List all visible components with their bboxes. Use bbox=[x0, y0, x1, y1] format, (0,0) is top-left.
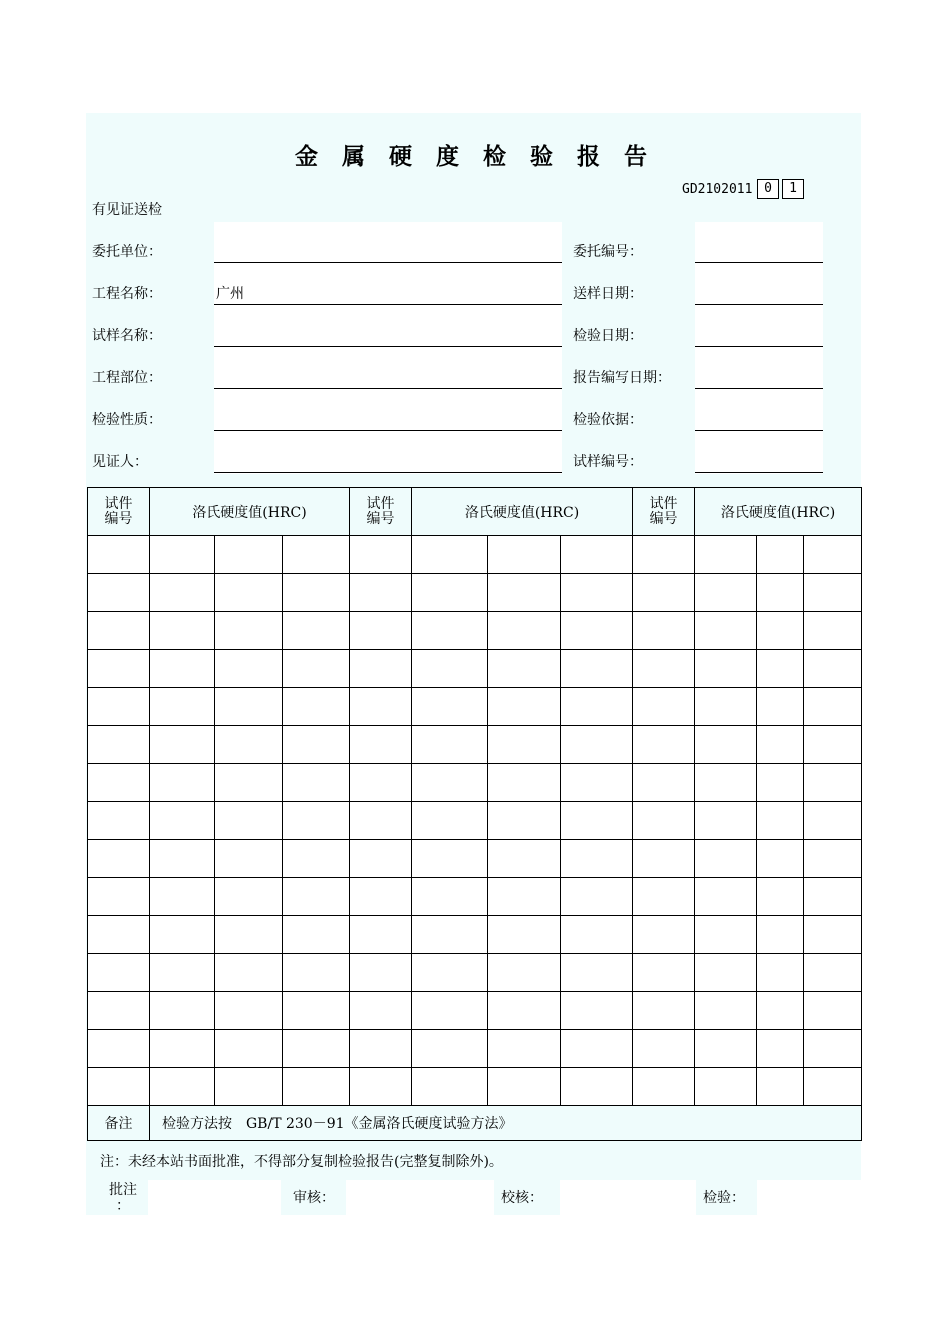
hardness-value-cell[interactable] bbox=[561, 878, 633, 916]
hardness-header-2: 洛氏硬度值(HRC) bbox=[412, 488, 633, 536]
hardness-value-cell[interactable] bbox=[561, 536, 633, 574]
report-date-label: 报告编写日期： bbox=[573, 370, 671, 386]
hardness-value-cell[interactable] bbox=[695, 1068, 757, 1106]
hardness-value-cell[interactable] bbox=[412, 574, 488, 612]
remark-text: 检验方法按 GB/T 230－91《金属洛氏硬度试验方法》 bbox=[150, 1106, 862, 1141]
table-header-row bbox=[88, 488, 862, 536]
hardness-value-cell[interactable] bbox=[757, 840, 804, 878]
sample-no-cell[interactable] bbox=[88, 878, 150, 916]
check-sign-field[interactable] bbox=[560, 1180, 696, 1216]
sample-no-cell[interactable] bbox=[350, 650, 412, 688]
hardness-value-cell[interactable] bbox=[488, 840, 561, 878]
sample-no-header-1 bbox=[88, 488, 150, 536]
inspect-label: 检验： bbox=[703, 1190, 745, 1206]
table-row bbox=[88, 650, 862, 688]
hardness-value-cell[interactable] bbox=[215, 688, 283, 726]
hardness-value-cell[interactable] bbox=[150, 878, 215, 916]
hardness-value-cell[interactable] bbox=[283, 726, 350, 764]
sample-no-cell[interactable] bbox=[88, 574, 150, 612]
hardness-value-cell[interactable] bbox=[561, 650, 633, 688]
inspection-date-label: 检验日期： bbox=[573, 328, 643, 344]
hardness-value-cell[interactable] bbox=[488, 574, 561, 612]
hardness-value-cell[interactable] bbox=[695, 840, 757, 878]
hardness-value-cell[interactable] bbox=[757, 916, 804, 954]
hardness-value-cell[interactable] bbox=[283, 954, 350, 992]
sample-no-cell[interactable] bbox=[633, 1068, 695, 1106]
table-row bbox=[88, 612, 862, 650]
hardness-value-cell[interactable] bbox=[695, 992, 757, 1030]
table-row bbox=[88, 878, 862, 916]
remark-label: 备注 bbox=[88, 1106, 150, 1141]
hardness-value-cell[interactable] bbox=[283, 574, 350, 612]
sample-no-cell[interactable] bbox=[633, 764, 695, 802]
hardness-value-cell[interactable] bbox=[412, 1068, 488, 1106]
project-name-label: 工程名称： bbox=[92, 286, 162, 302]
hardness-value-cell[interactable] bbox=[283, 764, 350, 802]
hardness-value-cell[interactable] bbox=[215, 574, 283, 612]
hardness-value-cell[interactable] bbox=[804, 612, 862, 650]
sample-no-cell[interactable] bbox=[633, 574, 695, 612]
table-row bbox=[88, 916, 862, 954]
witness-label: 见证人： bbox=[92, 454, 148, 470]
hardness-value-cell[interactable] bbox=[215, 802, 283, 840]
hardness-value-cell[interactable] bbox=[561, 726, 633, 764]
hardness-value-cell[interactable] bbox=[561, 764, 633, 802]
commission-no-underline bbox=[695, 262, 823, 263]
hardness-value-cell[interactable] bbox=[412, 650, 488, 688]
hardness-value-cell[interactable] bbox=[561, 840, 633, 878]
check-label: 校核： bbox=[501, 1190, 543, 1206]
hardness-value-cell[interactable] bbox=[804, 954, 862, 992]
hardness-value-cell[interactable] bbox=[757, 802, 804, 840]
hardness-value-cell[interactable] bbox=[150, 1068, 215, 1106]
approve-label bbox=[108, 1182, 138, 1214]
hardness-value-cell[interactable] bbox=[412, 536, 488, 574]
hardness-value-cell[interactable] bbox=[412, 916, 488, 954]
doc-code-box-1: 0 bbox=[757, 179, 779, 199]
hardness-value-cell[interactable] bbox=[757, 764, 804, 802]
hardness-value-cell[interactable] bbox=[488, 916, 561, 954]
hardness-value-cell[interactable] bbox=[561, 802, 633, 840]
hardness-value-cell[interactable] bbox=[488, 992, 561, 1030]
hardness-value-cell[interactable] bbox=[150, 840, 215, 878]
hardness-value-cell[interactable] bbox=[757, 650, 804, 688]
hardness-value-cell[interactable] bbox=[561, 574, 633, 612]
approve-label-line2: ： bbox=[116, 1198, 130, 1214]
hardness-value-cell[interactable] bbox=[150, 954, 215, 992]
sample-no-cell[interactable] bbox=[350, 1030, 412, 1068]
delivery-date-label: 送样日期： bbox=[573, 286, 643, 302]
hardness-value-cell[interactable] bbox=[757, 688, 804, 726]
sample-no-cell[interactable] bbox=[350, 764, 412, 802]
hardness-value-cell[interactable] bbox=[283, 1030, 350, 1068]
hardness-value-cell[interactable] bbox=[150, 992, 215, 1030]
hardness-value-cell[interactable] bbox=[150, 536, 215, 574]
sample-no-cell[interactable] bbox=[88, 650, 150, 688]
table-row bbox=[88, 726, 862, 764]
hardness-value-cell[interactable] bbox=[150, 916, 215, 954]
hardness-value-cell[interactable] bbox=[488, 612, 561, 650]
hardness-value-cell[interactable] bbox=[488, 650, 561, 688]
sample-no-label: 试样编号： bbox=[573, 454, 643, 470]
hardness-value-cell[interactable] bbox=[488, 688, 561, 726]
hardness-value-cell[interactable] bbox=[695, 574, 757, 612]
hardness-value-cell[interactable] bbox=[488, 1068, 561, 1106]
hardness-value-cell[interactable] bbox=[215, 878, 283, 916]
sample-no-cell[interactable] bbox=[633, 612, 695, 650]
hardness-value-cell[interactable] bbox=[757, 878, 804, 916]
sample-name-label: 试样名称： bbox=[92, 328, 162, 344]
hardness-header-1: 洛氏硬度值(HRC) bbox=[150, 488, 350, 536]
hardness-value-cell[interactable] bbox=[215, 726, 283, 764]
hardness-value-cell[interactable] bbox=[215, 764, 283, 802]
sample-no-header-line2: 编号 bbox=[104, 510, 133, 527]
table-row bbox=[88, 992, 862, 1030]
table-row bbox=[88, 1030, 862, 1068]
hardness-value-cell[interactable] bbox=[804, 574, 862, 612]
sample-no-cell[interactable] bbox=[350, 1068, 412, 1106]
hardness-value-cell[interactable] bbox=[804, 802, 862, 840]
hardness-value-cell[interactable] bbox=[695, 650, 757, 688]
sample-no-cell[interactable] bbox=[633, 916, 695, 954]
report-date-underline bbox=[695, 388, 823, 389]
document-code: GD2102011 bbox=[682, 182, 753, 197]
sample-no-cell[interactable] bbox=[633, 992, 695, 1030]
hardness-value-cell[interactable] bbox=[804, 650, 862, 688]
hardness-header-3: 洛氏硬度值(HRC) bbox=[695, 488, 862, 536]
hardness-value-cell[interactable] bbox=[561, 992, 633, 1030]
approve-sign-field[interactable] bbox=[148, 1180, 281, 1216]
commission-no-label: 委托编号： bbox=[573, 244, 643, 260]
hardness-value-cell[interactable] bbox=[412, 802, 488, 840]
hardness-value-cell[interactable] bbox=[215, 992, 283, 1030]
sample-no-cell[interactable] bbox=[633, 688, 695, 726]
doc-code-box-2: 1 bbox=[782, 179, 804, 199]
sample-no-cell[interactable] bbox=[350, 726, 412, 764]
hardness-value-cell[interactable] bbox=[561, 916, 633, 954]
sample-no-cell[interactable] bbox=[350, 688, 412, 726]
sample-no-cell[interactable] bbox=[88, 954, 150, 992]
review-sign-field[interactable] bbox=[346, 1180, 494, 1216]
table-body bbox=[88, 536, 862, 1106]
inspection-nature-underline bbox=[214, 430, 562, 431]
sample-no-cell[interactable] bbox=[88, 612, 150, 650]
project-name-underline bbox=[214, 304, 562, 305]
hardness-value-cell[interactable] bbox=[412, 726, 488, 764]
sample-no-cell[interactable] bbox=[88, 1068, 150, 1106]
approve-label-line1: 批注 bbox=[109, 1182, 137, 1198]
hardness-value-cell[interactable] bbox=[215, 1068, 283, 1106]
hardness-value-cell[interactable] bbox=[412, 878, 488, 916]
inspection-basis-underline bbox=[695, 430, 823, 431]
hardness-value-cell[interactable] bbox=[757, 954, 804, 992]
remark-row bbox=[88, 1106, 862, 1141]
hardness-value-cell[interactable] bbox=[804, 764, 862, 802]
hardness-value-cell[interactable] bbox=[695, 878, 757, 916]
hardness-value-cell[interactable] bbox=[150, 612, 215, 650]
sample-no-header-2 bbox=[350, 488, 412, 536]
sample-no-cell[interactable] bbox=[88, 840, 150, 878]
delivery-date-underline bbox=[695, 304, 823, 305]
hardness-value-cell[interactable] bbox=[695, 726, 757, 764]
hardness-value-cell[interactable] bbox=[215, 612, 283, 650]
sample-no-cell[interactable] bbox=[633, 802, 695, 840]
sample-no-cell[interactable] bbox=[350, 992, 412, 1030]
hardness-value-cell[interactable] bbox=[695, 954, 757, 992]
sample-no-header-3 bbox=[633, 488, 695, 536]
hardness-value-cell[interactable] bbox=[283, 916, 350, 954]
hardness-value-cell[interactable] bbox=[412, 764, 488, 802]
sample-no-cell[interactable] bbox=[88, 726, 150, 764]
hardness-value-cell[interactable] bbox=[757, 992, 804, 1030]
hardness-value-cell[interactable] bbox=[215, 1030, 283, 1068]
sample-no-cell[interactable] bbox=[633, 536, 695, 574]
hardness-value-cell[interactable] bbox=[412, 1030, 488, 1068]
hardness-value-cell[interactable] bbox=[695, 916, 757, 954]
table-row bbox=[88, 764, 862, 802]
hardness-value-cell[interactable] bbox=[412, 840, 488, 878]
hardness-value-cell[interactable] bbox=[561, 612, 633, 650]
hardness-value-cell[interactable] bbox=[804, 536, 862, 574]
sample-no-cell[interactable] bbox=[88, 802, 150, 840]
table-row bbox=[88, 688, 862, 726]
hardness-value-cell[interactable] bbox=[283, 878, 350, 916]
hardness-value-cell[interactable] bbox=[561, 954, 633, 992]
sample-no-cell[interactable] bbox=[88, 764, 150, 802]
copy-restriction-note: 注：未经本站书面批准，不得部分复制检验报告(完整复制除外)。 bbox=[100, 1154, 503, 1170]
hardness-value-cell[interactable] bbox=[283, 1068, 350, 1106]
hardness-value-cell[interactable] bbox=[150, 764, 215, 802]
sample-no-cell[interactable] bbox=[350, 954, 412, 992]
hardness-value-cell[interactable] bbox=[488, 802, 561, 840]
hardness-value-cell[interactable] bbox=[215, 916, 283, 954]
hardness-value-cell[interactable] bbox=[488, 536, 561, 574]
report-title: 金 属 硬 度 检 验 报 告 bbox=[294, 143, 656, 170]
table-row bbox=[88, 574, 862, 612]
hardness-value-cell[interactable] bbox=[488, 954, 561, 992]
hardness-value-cell[interactable] bbox=[283, 840, 350, 878]
hardness-value-cell[interactable] bbox=[804, 916, 862, 954]
hardness-value-cell[interactable] bbox=[283, 650, 350, 688]
hardness-value-cell[interactable] bbox=[150, 1030, 215, 1068]
sample-no-cell[interactable] bbox=[88, 992, 150, 1030]
sample-no-cell[interactable] bbox=[350, 574, 412, 612]
hardness-value-cell[interactable] bbox=[150, 650, 215, 688]
project-part-underline bbox=[214, 388, 562, 389]
hardness-value-cell[interactable] bbox=[215, 840, 283, 878]
hardness-value-cell[interactable] bbox=[412, 954, 488, 992]
hardness-value-cell[interactable] bbox=[804, 992, 862, 1030]
sample-no-header-line2: 编号 bbox=[366, 510, 395, 527]
sample-no-cell[interactable] bbox=[88, 536, 150, 574]
project-part-label: 工程部位： bbox=[92, 370, 162, 386]
client-unit-underline bbox=[214, 262, 562, 263]
sample-no-cell[interactable] bbox=[633, 726, 695, 764]
hardness-value-cell[interactable] bbox=[215, 954, 283, 992]
hardness-value-cell[interactable] bbox=[412, 688, 488, 726]
sample-no-cell[interactable] bbox=[88, 916, 150, 954]
hardness-value-cell[interactable] bbox=[215, 650, 283, 688]
hardness-value-cell[interactable] bbox=[561, 1068, 633, 1106]
witness-underline bbox=[214, 472, 562, 473]
hardness-value-cell[interactable] bbox=[488, 1030, 561, 1068]
sample-no-cell[interactable] bbox=[633, 650, 695, 688]
hardness-value-cell[interactable] bbox=[283, 802, 350, 840]
sample-no-cell[interactable] bbox=[633, 840, 695, 878]
sample-no-underline bbox=[695, 472, 823, 473]
table-row bbox=[88, 840, 862, 878]
inspection-basis-label: 检验依据： bbox=[573, 412, 643, 428]
hardness-value-cell[interactable] bbox=[804, 840, 862, 878]
hardness-value-cell[interactable] bbox=[757, 1030, 804, 1068]
sample-no-header-line1: 试件 bbox=[366, 495, 395, 512]
hardness-value-cell[interactable] bbox=[488, 764, 561, 802]
hardness-value-cell[interactable] bbox=[561, 688, 633, 726]
hardness-value-cell[interactable] bbox=[488, 726, 561, 764]
client-unit-label: 委托单位： bbox=[92, 244, 162, 260]
sample-no-header-line2: 编号 bbox=[649, 510, 678, 527]
right-fields-background bbox=[695, 222, 823, 474]
table-row bbox=[88, 1068, 862, 1106]
sample-no-cell[interactable] bbox=[88, 1030, 150, 1068]
hardness-value-cell[interactable] bbox=[150, 574, 215, 612]
table-row bbox=[88, 802, 862, 840]
inspect-sign-field[interactable] bbox=[757, 1180, 861, 1216]
sample-no-header-line1: 试件 bbox=[104, 495, 133, 512]
hardness-value-cell[interactable] bbox=[804, 1068, 862, 1106]
sample-no-cell[interactable] bbox=[350, 840, 412, 878]
hardness-value-cell[interactable] bbox=[757, 726, 804, 764]
hardness-value-cell[interactable] bbox=[695, 1030, 757, 1068]
hardness-value-cell[interactable] bbox=[757, 574, 804, 612]
hardness-value-cell[interactable] bbox=[150, 688, 215, 726]
table-row bbox=[88, 954, 862, 992]
hardness-value-cell[interactable] bbox=[695, 688, 757, 726]
hardness-value-cell[interactable] bbox=[695, 764, 757, 802]
hardness-table bbox=[87, 487, 862, 1141]
sample-no-cell[interactable] bbox=[350, 878, 412, 916]
sample-no-cell[interactable] bbox=[88, 688, 150, 726]
hardness-value-cell[interactable] bbox=[283, 612, 350, 650]
sample-no-header-line1: 试件 bbox=[649, 495, 678, 512]
hardness-value-cell[interactable] bbox=[412, 612, 488, 650]
sample-no-cell[interactable] bbox=[633, 878, 695, 916]
review-label: 审核： bbox=[293, 1190, 335, 1206]
hardness-value-cell[interactable] bbox=[695, 536, 757, 574]
sample-no-cell[interactable] bbox=[633, 954, 695, 992]
hardness-value-cell[interactable] bbox=[695, 612, 757, 650]
hardness-value-cell[interactable] bbox=[150, 726, 215, 764]
hardness-value-cell[interactable] bbox=[757, 612, 804, 650]
sample-no-cell[interactable] bbox=[350, 536, 412, 574]
table-row bbox=[88, 536, 862, 574]
hardness-value-cell[interactable] bbox=[488, 878, 561, 916]
hardness-value-cell[interactable] bbox=[804, 878, 862, 916]
sample-no-cell[interactable] bbox=[350, 802, 412, 840]
hardness-value-cell[interactable] bbox=[804, 1030, 862, 1068]
inspection-nature-label: 检验性质： bbox=[92, 412, 162, 428]
hardness-value-cell[interactable] bbox=[757, 1068, 804, 1106]
hardness-value-cell[interactable] bbox=[561, 1030, 633, 1068]
hardness-value-cell[interactable] bbox=[283, 688, 350, 726]
sample-no-cell[interactable] bbox=[350, 612, 412, 650]
sample-name-underline bbox=[214, 346, 562, 347]
hardness-value-cell[interactable] bbox=[695, 802, 757, 840]
sample-no-cell[interactable] bbox=[633, 1030, 695, 1068]
left-fields-background bbox=[214, 222, 562, 474]
project-name-value[interactable]: 广州 bbox=[216, 286, 244, 302]
witness-note: 有见证送检 bbox=[92, 202, 162, 218]
inspection-date-underline bbox=[695, 346, 823, 347]
hardness-value-cell[interactable] bbox=[757, 536, 804, 574]
hardness-value-cell[interactable] bbox=[283, 992, 350, 1030]
hardness-value-cell[interactable] bbox=[412, 992, 488, 1030]
hardness-value-cell[interactable] bbox=[150, 802, 215, 840]
hardness-value-cell[interactable] bbox=[804, 688, 862, 726]
hardness-value-cell[interactable] bbox=[283, 536, 350, 574]
hardness-value-cell[interactable] bbox=[215, 536, 283, 574]
sample-no-cell[interactable] bbox=[350, 916, 412, 954]
hardness-value-cell[interactable] bbox=[804, 726, 862, 764]
